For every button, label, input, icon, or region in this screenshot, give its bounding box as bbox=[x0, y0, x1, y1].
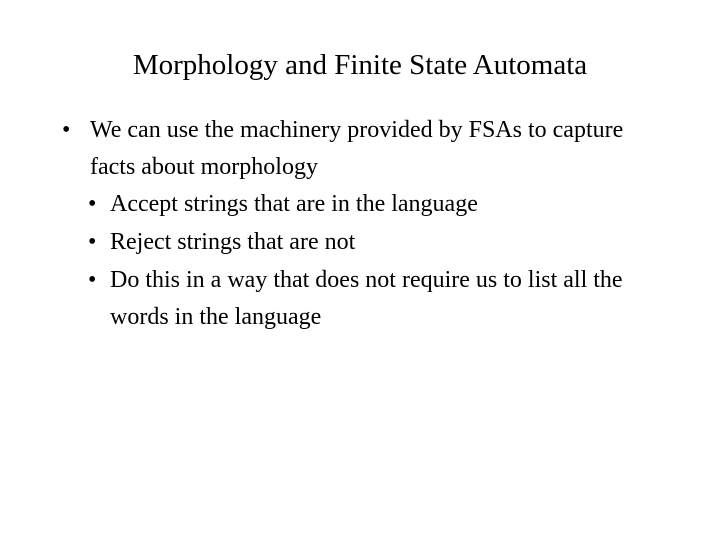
bullet-glyph: • bbox=[88, 229, 97, 255]
sub-bullet-text: Accept strings that are in the language bbox=[110, 191, 478, 217]
slide-title: Morphology and Finite State Automata bbox=[132, 49, 588, 81]
bullet-glyph: • bbox=[88, 191, 97, 217]
sub-bullet-text: Reject strings that are not bbox=[110, 229, 356, 255]
bullet-glyph: • bbox=[62, 117, 71, 143]
bullet-item bbox=[62, 112, 682, 188]
sub-bullet-text: Do this in a way that does not require us to list all the words in the language bbox=[110, 267, 623, 330]
sub-bullet-item bbox=[88, 262, 688, 338]
bullet-glyph: • bbox=[88, 267, 97, 293]
bullet-text: We can use the machinery provided by FSAs to capture facts about morphology bbox=[90, 117, 624, 180]
